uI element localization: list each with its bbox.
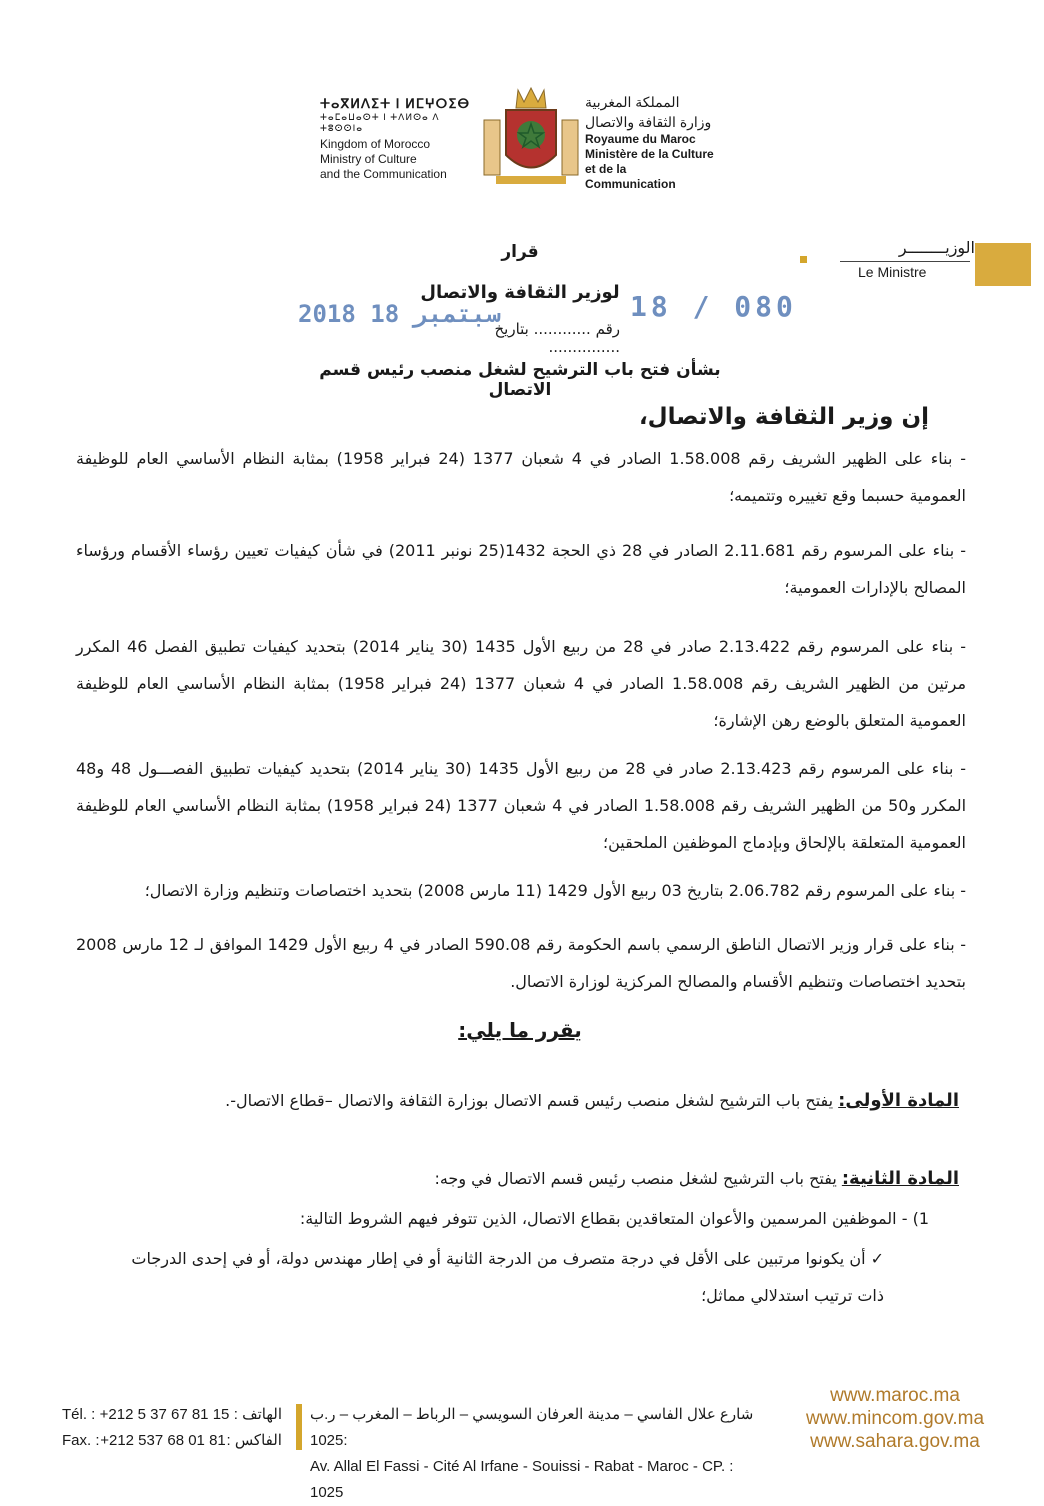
coat-of-arms-icon xyxy=(476,80,586,190)
article-2-label: المادة الثانية: xyxy=(841,1168,959,1189)
footer-link-mincom[interactable]: www.mincom.gov.ma xyxy=(805,1408,985,1429)
header-tifinagh-subtitle: ⵜⴰⵎⴰⵡⴰⵙⵜ ⵏ ⵜⴷⵍⵙⴰ ⴷ ⵜⵓⵙⵙⵏⴰ xyxy=(320,112,440,133)
minister-divider xyxy=(840,261,970,262)
header-fr-kingdom: Royaume du Maroc xyxy=(585,132,696,146)
minister-dot-icon xyxy=(800,256,807,263)
decision-number-line: رقم ............ بتاريخ ............... xyxy=(494,320,620,356)
stamp-decision-number: 18 / 080 xyxy=(630,290,797,323)
footer-fax-label-fr: Fax. : xyxy=(62,1432,100,1449)
footer-divider xyxy=(296,1404,302,1450)
footer-tel-row xyxy=(62,1402,282,1428)
header-fr-ministry: Ministère de la Culture xyxy=(585,147,714,161)
footer-link-maroc[interactable]: www.maroc.ma xyxy=(830,1385,960,1406)
decision-issuer: لوزير الثقافة والاتصال xyxy=(420,282,620,303)
gold-tab-decoration xyxy=(975,243,1031,286)
header-en-ministry: Ministry of Culture xyxy=(320,152,417,166)
footer-fax-label-ar: : الفاكس xyxy=(226,1432,282,1449)
footer-fax-number: +212 537 68 01 81 xyxy=(100,1432,226,1449)
decision-subject: بشأن فتح باب الترشيح لشغل منصب رئيس قسم الاتصال xyxy=(319,360,721,400)
article-2-text: يفتح باب الترشيح لشغل منصب رئيس قسم الاتصال في وجه: xyxy=(434,1169,842,1188)
preamble-paragraph-2: - بناء على المرسوم رقم 2.11.681 الصادر في 28 ذي الحجة 1432(25 نونبر 2011) في شأن كيفيات تعيين رؤساء الأقسام ورؤساء المصالح بالإدارات العمومية؛ xyxy=(76,541,967,597)
footer-tel-label-ar: : الهاتف xyxy=(233,1406,282,1423)
footer-address xyxy=(310,1402,760,1506)
preamble-paragraph-5: - بناء على المرسوم رقم 2.06.782 بتاريخ 03 ربيع الأول 1429 (11 مارس 2008) بتحديد اختصاصات وتنظيم وزارة الاتصال؛ xyxy=(144,881,966,900)
preamble-paragraph-4: - بناء على المرسوم رقم 2.13.423 صادر في 28 من ربيع الأول 1435 (30 يناير 2014) بتحديد كيفيات تطبيق الفصـــول 48 و48 المكرر و50 من الظهير الشريف رقم 1.58.008 الصادر في 4 شعبان 1377 (24 فبراير 1958) بمثابة النظام الأساسي العام للوظيفة العمومية المتعلقة بالإلحاق وبإدماج الموظفين الملحقين؛ xyxy=(76,759,967,852)
minister-label-ar: الوزيــــــــر xyxy=(898,238,975,257)
body-heading: إن وزير الثقافة والاتصال، xyxy=(638,404,929,430)
preamble-paragraph-3: - بناء على المرسوم رقم 2.13.422 صادر في 28 من ربيع الأول 1435 (30 يناير 2014) بتحديد كيفيات تطبيق الفصل 46 المكرر مرتين من الظهير الشريف رقم 1.58.008 الصادر في 4 شعبان 1377 (24 فبراير 1958) بمثابة النظام الأساسي العام للوظيفة العمومية المتعلق بالوضع رهن الإشارة؛ xyxy=(76,637,967,730)
header-ar-kingdom: المملكة المغربية xyxy=(585,94,680,110)
header-ar-ministry: وزارة الثقافة والاتصال xyxy=(585,114,712,130)
header-en-communication: and the Communication xyxy=(320,167,447,181)
minister-label-fr: Le Ministre xyxy=(858,264,927,280)
decides-heading: يقرر ما يلي: xyxy=(458,1018,582,1042)
preamble-paragraph-6: - بناء على قرار وزير الاتصال الناطق الرسمي باسم الحكومة رقم 590.08 الصادر في 4 ربيع الأول 1429 الموافق لـ 12 مارس 2008 بتحديد اختصاصات وتنظيم الأقسام والمصالح المركزية لوزارة الاتصال. xyxy=(76,935,967,991)
article-2-check-item: ✓ أن يكونوا مرتبين على الأقل في درجة متصرف من الدرجة الثانية أو في إطار مهندس دولة، أو في إحدى الدرجات ذات ترتيب استدلالي مماثل؛ xyxy=(131,1249,884,1305)
article-1-text: يفتح باب الترشيح لشغل منصب رئيس قسم الاتصال بوزارة الثقافة والاتصال –قطاع الاتصال-. xyxy=(225,1091,839,1110)
footer-tel-label-fr: Tél. : xyxy=(62,1406,96,1423)
footer-contact xyxy=(62,1402,282,1454)
preamble-paragraph-1: - بناء على الظهير الشريف رقم 1.58.008 الصادر في 4 شعبان 1377 (24 فبراير 1958) بمثابة النظام الأساسي العام للوظيفة العمومية حسبما وقع تغييره وتتميمه؛ xyxy=(76,449,967,505)
article-1 xyxy=(79,1082,959,1119)
header-en-kingdom: Kingdom of Morocco xyxy=(320,137,431,151)
article-2 xyxy=(79,1160,959,1197)
footer-tel-number: +212 5 37 67 81 15 xyxy=(99,1406,230,1423)
stamp-decision-date: 2018 سبتمبر 18 xyxy=(298,300,501,328)
article-1-label: المادة الأولى: xyxy=(838,1090,959,1111)
decision-title: قرار xyxy=(501,242,539,262)
header-left-block xyxy=(320,96,480,182)
footer-websites xyxy=(790,1384,1000,1453)
footer-address-fr: Av. Allal El Fassi - Cité Al Irfane - Souissi - Rabat - Maroc - CP. : 1025 xyxy=(310,1458,734,1501)
header-fr-communication: et de la Communication xyxy=(585,162,676,191)
minister-tag xyxy=(800,238,975,288)
footer-link-sahara[interactable]: www.sahara.gov.ma xyxy=(810,1431,980,1452)
header-right-block xyxy=(585,92,720,192)
article-2-item-1: 1) - الموظفين المرسمين والأعوان المتعاقدين بقطاع الاتصال، الذين تتوفر فيهم الشروط التالية: xyxy=(299,1209,929,1228)
footer-address-ar: شارع علال الفاسي – مدينة العرفان السويسي – الرباط – المغرب – ر.ب :1025 xyxy=(310,1406,754,1449)
header-tifinagh-title: ⵜⴰⴳⵍⴷⵉⵜ ⵏ ⵍⵎⵖⵔⵉⴱ xyxy=(320,96,470,111)
footer-fax-row xyxy=(62,1428,282,1454)
